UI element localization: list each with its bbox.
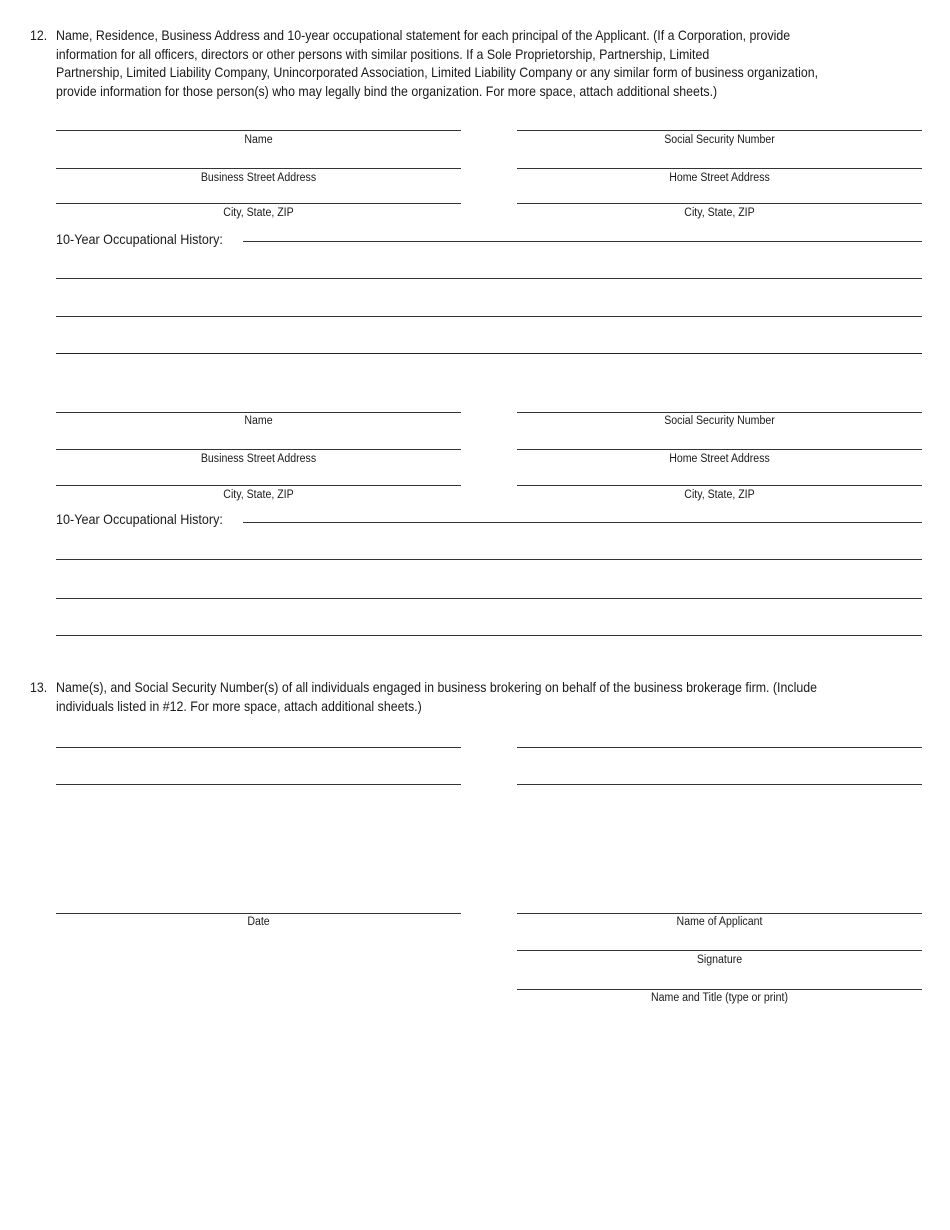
principal-1-business-address-label: Business Street Address <box>200 172 317 184</box>
principal-2-name-field[interactable] <box>56 412 461 413</box>
principal-2-history-line-2[interactable] <box>56 559 922 560</box>
principal-1-business-city-field[interactable] <box>56 203 461 204</box>
principal-1-history-label: 10-Year Occupational History: <box>56 231 223 247</box>
principal-2-name-label: Name <box>244 415 273 427</box>
applicant-name-field[interactable] <box>517 913 922 914</box>
section-12-instructions <box>56 26 923 100</box>
date-label: Date <box>247 916 270 928</box>
section-12-line-2: information for all officers, directors or other persons with similar positions. If a Sole Proprietorship, Partnership, Limited <box>56 45 710 62</box>
principal-1-history-line-1[interactable] <box>243 241 922 242</box>
principal-1-name-field[interactable] <box>56 130 461 131</box>
principal-1-home-address-field[interactable] <box>517 168 922 169</box>
principal-2-history-line-3[interactable] <box>56 598 922 599</box>
date-field[interactable] <box>56 913 461 914</box>
principal-2-history-label: 10-Year Occupational History: <box>56 511 223 527</box>
principal-1-home-city-field[interactable] <box>517 203 922 204</box>
section-13-instructions <box>56 678 923 715</box>
principal-2-home-city-field[interactable] <box>517 485 922 486</box>
section-12-line-3: Partnership, Limited Liability Company, Unincorporated Association, Limited Liability Company or any similar form of business organization, <box>56 64 819 80</box>
principal-1-ssn-field[interactable] <box>517 130 922 131</box>
principal-2-home-address-field[interactable] <box>517 449 922 450</box>
principal-2-history-line-4[interactable] <box>56 635 922 636</box>
broker-entry-1-left[interactable] <box>56 747 461 748</box>
principal-1-home-address-label: Home Street Address <box>669 172 770 184</box>
principal-2-business-city-field[interactable] <box>56 485 461 486</box>
broker-entry-2-left[interactable] <box>56 784 461 785</box>
principal-1-history-line-2[interactable] <box>56 278 922 279</box>
signature-label: Signature <box>696 954 743 966</box>
section-13-line-1: Name(s), and Social Security Number(s) of all individuals engaged in business brokering on behalf of the business brokerage firm. (Include <box>56 679 818 695</box>
principal-2-ssn-field[interactable] <box>517 412 922 413</box>
principal-1-business-city-label: City, State, ZIP <box>223 207 294 219</box>
principal-1-name-label: Name <box>244 134 273 146</box>
signature-field[interactable] <box>517 950 922 951</box>
principal-2-home-city-label: City, State, ZIP <box>684 489 755 501</box>
section-12-line-1: Name, Residence, Business Address and 10-year occupational statement for each principal of the Applicant. (If a Corporation, provide <box>56 27 791 43</box>
section-12-line-4: provide information for those person(s) who may legally bind the organization. For more space, attach additional sheets.) <box>56 82 718 99</box>
applicant-name-label: Name of Applicant <box>676 916 763 928</box>
name-title-field[interactable] <box>517 989 922 990</box>
principal-2-home-address-label: Home Street Address <box>669 453 770 465</box>
name-title-label: Name and Title (type or print) <box>650 992 788 1004</box>
section-13-line-2: individuals listed in #12. For more space, attach additional sheets.) <box>56 697 422 714</box>
broker-entry-2-right[interactable] <box>517 784 922 785</box>
principal-2-business-address-field[interactable] <box>56 449 461 450</box>
principal-1-home-city-label: City, State, ZIP <box>684 207 755 219</box>
principal-1-history-line-3[interactable] <box>56 316 922 317</box>
broker-entry-1-right[interactable] <box>517 747 922 748</box>
principal-2-business-city-label: City, State, ZIP <box>223 489 294 501</box>
principal-1-ssn-label: Social Security Number <box>664 134 775 146</box>
section-13-number: 13. <box>30 679 48 695</box>
section-12-number: 12. <box>30 27 48 43</box>
principal-2-history-line-1[interactable] <box>243 522 922 523</box>
principal-2-business-address-label: Business Street Address <box>200 453 317 465</box>
principal-2-ssn-label: Social Security Number <box>664 415 775 427</box>
principal-1-history-line-4[interactable] <box>56 353 922 354</box>
principal-1-business-address-field[interactable] <box>56 168 461 169</box>
